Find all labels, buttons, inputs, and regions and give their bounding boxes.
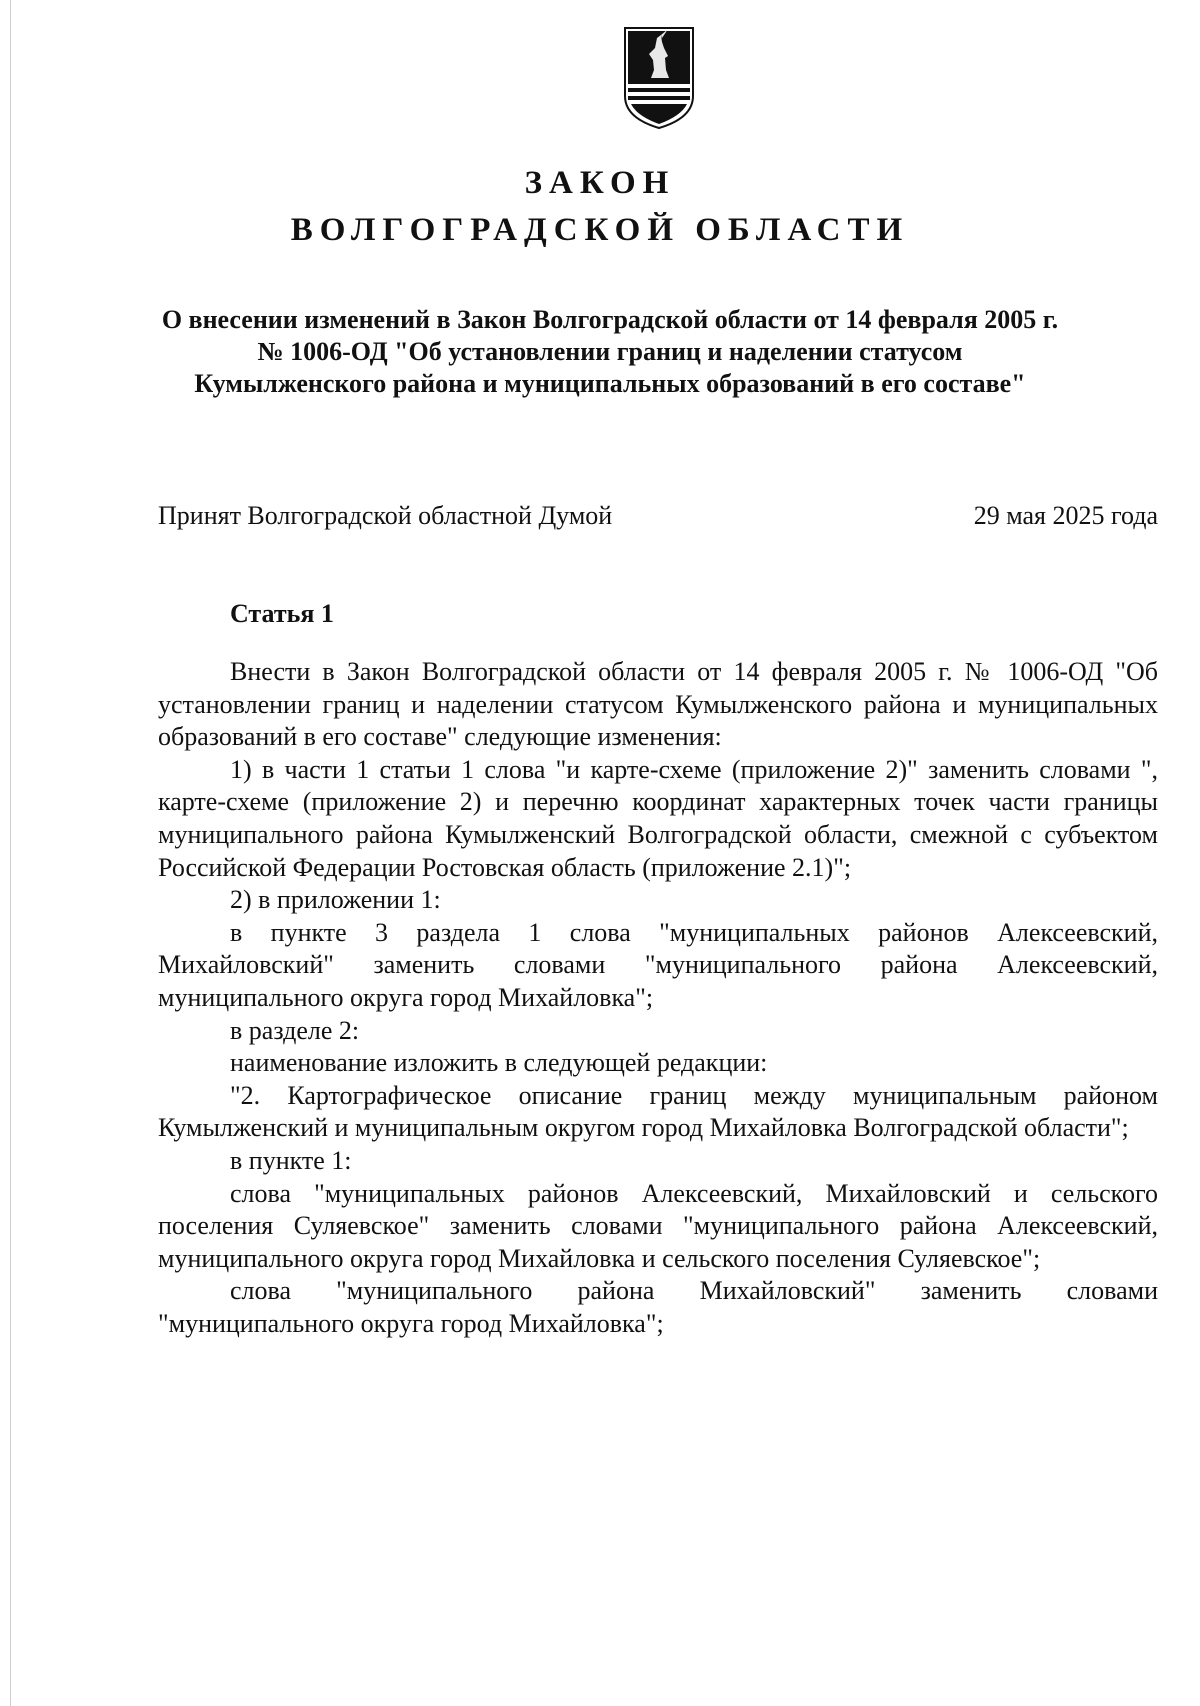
article-body bbox=[158, 656, 1158, 1340]
paragraph: в пункте 3 раздела 1 слова "муниципальных районов Алексеевский, Михайловский" заменить словами "муниципального района Алексеевский, муниципального округа город Михайловка"; bbox=[158, 917, 1158, 1012]
article-heading: Статья 1 bbox=[230, 599, 334, 628]
adopted-by: Принят Волгоградской областной Думой bbox=[158, 501, 613, 530]
paragraph: "2. Картографическое описание границ между муниципальным районом Кумылженский и муниципальным округом город Михайловка Волгоградской области"; bbox=[158, 1080, 1158, 1143]
subtitle-line: Кумылженского района и муниципальных образований в его составе" bbox=[194, 369, 1026, 398]
law-subtitle bbox=[150, 304, 1070, 400]
law-title: ЗАКОН bbox=[524, 165, 676, 201]
volgograd-coat-of-arms-icon bbox=[621, 26, 697, 130]
paragraph: Внести в Закон Волгоградской области от 14 февраля 2005 г. № 1006-ОД "Об установлении границ и наделении статусом Кумылженского района и муниципальных образований в его составе" следующие изменения: bbox=[158, 657, 1158, 752]
adopted-date: 29 мая 2025 года bbox=[973, 501, 1158, 530]
paragraph: наименование изложить в следующей редакции: bbox=[230, 1048, 768, 1078]
paragraph: 1) в части 1 статьи 1 слова "и карте-схеме (приложение 2)" заменить словами ", карте-схеме (приложение 2) и перечню координат характерных точек части границы муниципального района Кумылженский Волгоградской области, смежной с субъектом Российской Федерации Ростовская область (приложение 2.1)"; bbox=[158, 754, 1158, 882]
subtitle-line: № 1006-ОД "Об установлении границ и наделении статусом bbox=[257, 337, 963, 366]
paragraph: в пункте 1: bbox=[230, 1145, 352, 1175]
paragraph: слова "муниципальных районов Алексеевский, Михайловский и сельского поселения Суляевское" заменить словами "муниципального района Алексеевский, муниципального округа город Михайловка и сельского поселения Суляевское"; bbox=[158, 1178, 1158, 1273]
paragraph: слова "муниципального района Михайловский" заменить словами "муниципального округа город Михайловка"; bbox=[158, 1276, 1158, 1338]
scan-edge-line bbox=[10, 0, 11, 1706]
subtitle-line: О внесении изменений в Закон Волгоградской области от 14 февраля 2005 г. bbox=[161, 305, 1059, 334]
law-region-title: ВОЛГОГРАДСКОЙ ОБЛАСТИ bbox=[290, 212, 910, 248]
adoption-info bbox=[158, 500, 1158, 532]
paragraph: 2) в приложении 1: bbox=[230, 885, 441, 915]
paragraph: в разделе 2: bbox=[230, 1015, 360, 1045]
